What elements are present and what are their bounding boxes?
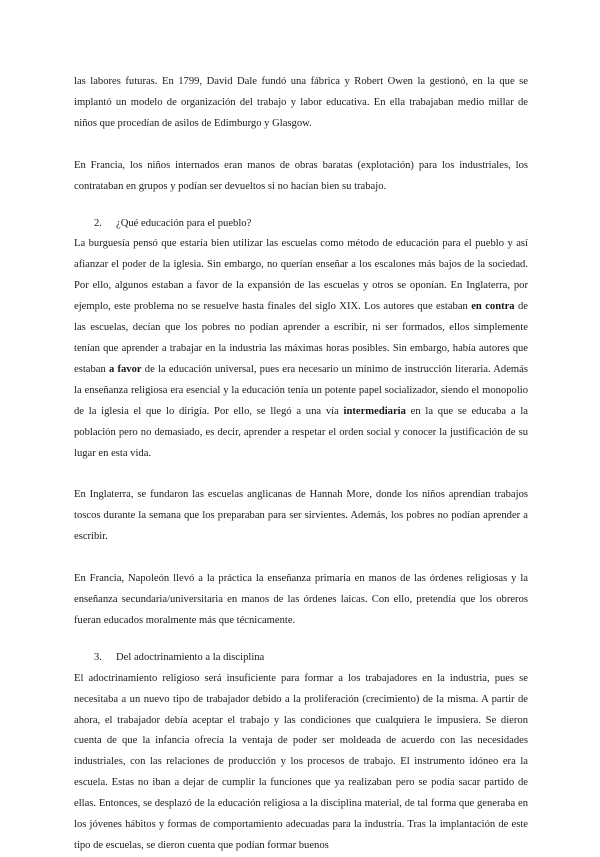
section-3-number: 3. <box>94 651 102 663</box>
section-3-title: Del adoctrinamiento a la disciplina <box>116 651 265 663</box>
section-3-heading <box>74 648 528 669</box>
text-run: de la educación universal, pues era necesario un mínimo de instrucción literaria. Además la enseñanza religiosa era esencial y la educación tenía un potente papel socializador, siendo el monopolio de la iglesia el que lo dirigía. Por ello, se llegó a una vía <box>74 363 528 417</box>
section-2-heading <box>74 214 528 235</box>
section-2-title: ¿Qué educación para el pueblo? <box>116 217 252 229</box>
paragraph-napoleon: En Francia, Napoleón llevó a la práctica la enseñanza primaria en manos de las órdenes religiosas y la enseñanza secundaria/universitaria en manos de las órdenes laicas. Con ello, pretendía que los obreros fueran educados moralmente más que técnicamente. <box>74 573 528 626</box>
bold-a-favor: a favor <box>108 363 142 375</box>
paragraph-inglaterra: En Inglaterra, se fundaron las escuelas anglicanas de Hannah More, donde los niños aprendían trabajos toscos durante la semana que los preparaban para ser sirvientes. Además, los pobres no podían aprender a escribir. <box>74 489 528 543</box>
text-run: de las escuelas, decían que los pobres no podían aprender a escribir, ni ser formados, ellos simplemente tenían que aprender a trabajar en la industria las máximas horas posibles. Sin embargo, había autores que estaban <box>74 301 528 375</box>
paragraph-burguesia <box>74 234 528 464</box>
paragraph-francia-internados: En Francia, los niños internados eran manos de obras baratas (explotación) para los industriales, los contrataban en grupos y podían ser devueltos si no hacían bien su trabajo. <box>74 159 528 192</box>
text-run: La burguesía pensó que estaría bien utilizar las escuelas como método de educación para el pueblo y así afianzar el poder de la iglesia. Sin embargo, no querían enseñar a los escalones más bajos de la sociedad. Por ello, algunos estaban a favor de la expansión de las escuelas y otros se oponían. En Inglaterra, por ejemplo, este problema no se resuelve hasta finales del siglo XIX. Los autores que estaban <box>74 238 528 313</box>
text-run: en la que se educaba a la población pero no demasiado, es decir, aprender a respetar el orden social y conocer la justificación de su lugar en esta vida. <box>74 405 528 459</box>
paragraph-adoctrinamiento: El adoctrinamiento religioso será insuficiente para formar a los trabajadores en la industria, pues se necesitaba a un nuevo tipo de trabajador debido a la proliferación (crecimiento) de la misma. A partir de ahora, el trabajador debía aceptar el trabajo y las condiciones que cualquiera le impusiera. Se dieron cuenta de que la infancia ofrecía la ventaja de poder ser moldeada de acuerdo con las necesidades industriales, con las relaciones de producción y los procesos de trabajo. El instrumento idóneo era la escuela. Estas no iban a dejar de cumplir la funciones que ya realizaban pero se podía sacar partido de ellas. Entonces, se desplazó de la educación religiosa a la disciplina material, de tal forma que generaba en los jóvenes hábitos y formas de comportamiento adecuadas para la industria. Tras la implantación de este tipo de escuelas, se dieron cuenta que podían formar buenos <box>74 672 528 851</box>
section-2-number: 2. <box>94 217 102 229</box>
document-page <box>74 72 528 857</box>
bold-en-contra: en contra <box>471 301 515 313</box>
paragraph-intro: las labores futuras. En 1799, David Dale fundó una fábrica y Robert Owen la gestionó, en la que se implantó un modelo de organización del trabajo y labor educativa. En ella trabajaban medio millar de niños que procedían de asilos de Edimburgo y Glasgow. <box>74 76 528 129</box>
bold-intermediaria: intermediaria <box>343 405 406 417</box>
